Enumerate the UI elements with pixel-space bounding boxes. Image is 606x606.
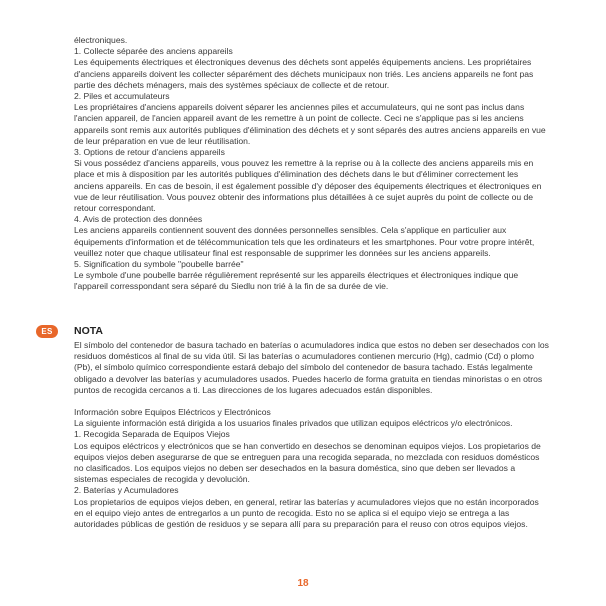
spanish-section (74, 340, 550, 530)
fr-line: électroniques. (74, 35, 128, 45)
section-heading-nota: NOTA (74, 325, 103, 337)
fr-heading-symbole: 5. Signification du symbole "poubelle barrée" (74, 259, 244, 270)
fr-paragraph: Les équipements électriques et électroniques devenus des déchets sont appelés équipements anciens. Les propriétaires d'anciens appareils doivent les collecter séparément des déchets municipaux non triés. Les anciens appareils ne font pas partie des déchets ménagers, mais des systèmes spéciaux de collecte et de retour. (74, 57, 534, 90)
fr-paragraph: Si vous possédez d'anciens appareils, vous pouvez les remettre à la reprise ou à la collecte des anciens appareils mis en place et mis à disposition par les autorités publiques d'élimination des déchets dans le but d'éliminer correctement les anciens appareils. En cas de besoin, il est également possible d'y déposer des équipements électriques et électroniques en vue de leur réutilisation. Vous pouvez obtenir des informations plus détaillées à ce sujet auprès du point de collecte ou de retour correspondant. (74, 158, 542, 214)
es-paragraph: La siguiente información está dirigida a los usuarios finales privados que utilizan equipos eléctricos y/o electrónicos. (74, 418, 513, 429)
fr-heading-options: 3. Options de retour d'anciens appareils (74, 147, 225, 158)
es-heading-recogida: 1. Recogida Separada de Equipos Viejos (74, 429, 230, 440)
fr-heading-collecte: 1. Collecte séparée des anciens appareils (74, 46, 233, 57)
es-heading-baterias: 2. Baterías y Acumuladores (74, 485, 179, 496)
fr-heading-donnees: 4. Avis de protection des données (74, 214, 203, 225)
fr-paragraph: Les anciens appareils contiennent souvent des données personnelles sensibles. Cela s'applique en particulier aux équipements d'information et de télécommunication tels que les ordinateurs et les smartphones. Pour votre propre intérêt, veuillez noter que chaque utilisateur final est responsable de supprimer les données sur les anciens appareils. (74, 225, 535, 258)
french-section (74, 35, 550, 293)
es-heading-informacion: Información sobre Equipos Eléctricos y Electrónicos (74, 407, 271, 418)
es-intro-paragraph: El símbolo del contenedor de basura tachado en baterías o acumuladores indica que estos no deben ser desechados con los residuos domésticos al final de su vida útil. Si las baterías o acumuladores contienen mercurio (Hg), cadmio (Cd) o plomo (Pb), el símbolo químico correspondiente estará debajo del símbolo del contenedor de basura tachado. Estás legalmente obligado a devolver las baterías y acumuladores usados. Puedes hacerlo de forma gratuita en tiendas minoristas o en otros puntos de recogida cercanos a ti. Las direcciones de los lugares adecuados están disponibles. (74, 340, 549, 395)
fr-paragraph: Les propriétaires d'anciens appareils doivent séparer les anciennes piles et accumulateurs, qui ne sont pas inclus dans l'ancien appareil, de l'ancien appareil avant de les remettre à un point de collecte. Ceci ne s'applique pas si les anciens appareils sont remis aux autorités publiques d'élimination des déchets et y sont séparés des autres anciens appareils en vue de leur préparation en vue de leur réutilisation. (74, 102, 546, 146)
spacer (74, 396, 550, 407)
es-paragraph: Los propietarios de equipos viejos deben, en general, retirar las baterías y acumuladores viejos que no están incorporados en el equipo viejo antes de entregarlos a un punto de recogida. Esto no se aplica si el equipo viejo se entrega a las autoridades públicas de gestión de residuos y se separa allí para su preparación para el reuso con otros equipos viejos. (74, 496, 539, 530)
language-badge-es: ES (36, 325, 58, 338)
page-number: 18 (297, 578, 309, 589)
fr-paragraph: Le symbole d'une poubelle barrée régulièrement représenté sur les appareils électriques et électroniques indique que l'appareil corresspondant sera séparé du Siedlu non trié à la fin de sa durée de vie. (74, 270, 519, 292)
fr-heading-piles: 2. Piles et accumulateurs (74, 91, 170, 102)
es-paragraph: Los equipos eléctricos y electrónicos que se han convertido en desechos se denominan equipos viejos. Los propietarios de equipos viejos deben asegurarse de que se entreguen para una recogida separada, no mezclada con residuos domésticos no clasificados. Los equipos viejos no deben ser desechados en la basura doméstica, sino que deben ser llevados a sistemas especiales de recogida y devolución. (74, 440, 541, 485)
